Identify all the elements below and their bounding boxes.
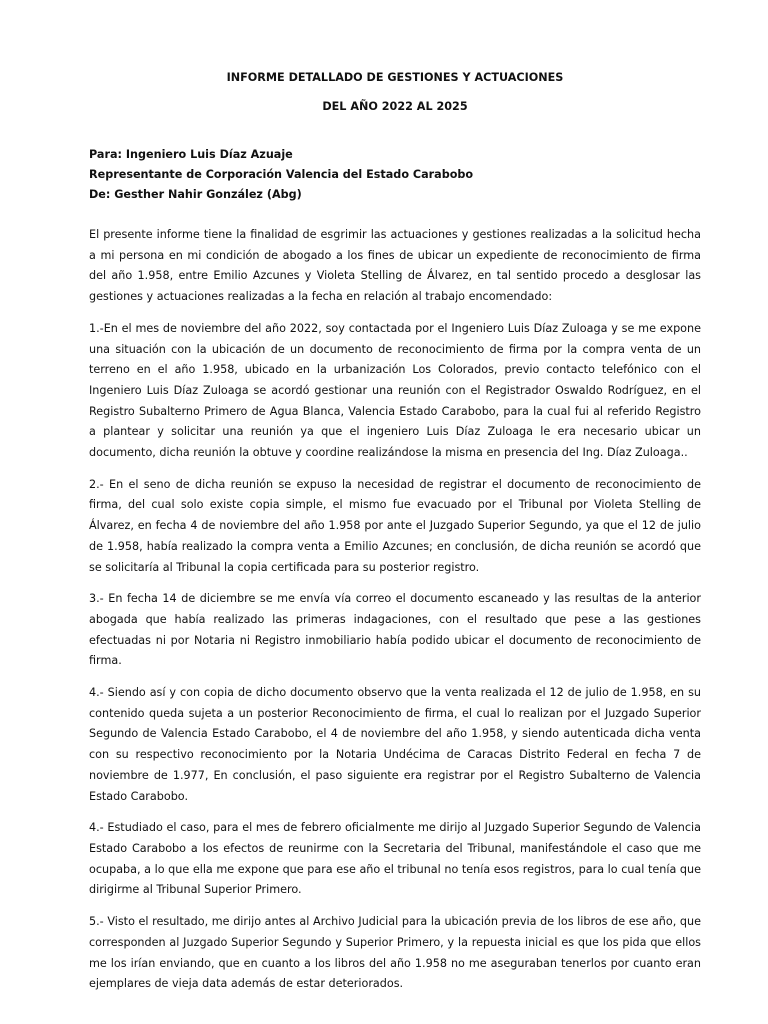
paragraph-4a: 4.- Siendo así y con copia de dicho documento observo que la venta realizada el 12 de julio de 1.958, en su contenido queda sujeta a un posterior Reconocimiento de firma, el cual lo realizan por el Juzgado Superior Segundo de Valencia Estado Carabobo, el 4 de noviembre del año 1.958, y siendo autenticada dicha venta con su respectivo reconocimiento por la Notaria Undécima de Caracas Distrito Federal en fecha 7 de noviembre de 1.977, En conclusión, el paso siguiente era registrar por el Registro Subalterno de Valencia Estado Carabobo. xyxy=(89,686,701,803)
report-body xyxy=(89,225,701,995)
paragraph-2: 2.- En el seno de dicha reunión se expuso la necesidad de registrar el documento de reconocimiento de firma, del cual solo existe copia simple, el mismo fue evacuado por el Tribunal por Violeta Stelling de Álvarez, en fecha 4 de noviembre del año 1.958 por ante el Juzgado Superior Segundo, ya que el 12 de julio de 1.958, había realizado la compra venta a Emilio Azcunes; en conclusión, de dicha reunión se acordó que se solicitaría al Tribunal la copia certificada para su posterior registro. xyxy=(89,477,701,574)
paragraph-5: 5.- Visto el resultado, me dirijo antes al Archivo Judicial para la ubicación previa de los libros de ese año, que corresponden al Juzgado Superior Segundo y Superior Primero, y la repuesta inicial es que los pida que ellos me los irían enviando, que en cuanto a los libros del año 1.958 no me aseguraban tenerlos por cuanto eran ejemplares de vieja data además de estar deteriorados. xyxy=(89,915,701,991)
document-page xyxy=(89,66,701,1006)
paragraph-3: 3.- En fecha 14 de diciembre se me envía vía correo el documento escaneado y las resultas de la anterior abogada que había realizado las primeras indagaciones, con el resultado que pese a las gestiones efectuadas ni por Notaria ni Registro inmobiliario había podido ubicar el documento de reconocimiento de firma. xyxy=(89,592,701,668)
paragraph-4b: 4.- Estudiado el caso, para el mes de febrero oficialmente me dirijo al Juzgado Superior Segundo de Valencia Estado Carabobo a los efectos de reunirme con la Secretaria del Tribunal, manifestándole el caso que me ocupaba, a lo que ella me expone que para ese año el tribunal no tenía esos registros, para lo cual tenía que dirigirme al Tribunal Superior Primero. xyxy=(89,821,701,897)
report-title: INFORME DETALLADO DE GESTIONES Y ACTUACIONES xyxy=(226,71,564,84)
report-period: DEL AÑO 2022 AL 2025 xyxy=(322,100,468,113)
addressee-de: De: Gesther Nahir González (Abg) xyxy=(89,188,302,201)
paragraph-1: 1.-En el mes de noviembre del año 2022, soy contactada por el Ingeniero Luis Díaz Zuloaga y se me expone una situación con la ubicación de un documento de reconocimiento de firma por la compra venta de un terreno en el año 1.958, ubicado en la urbanización Los Colorados, previo contacto telefónico con el Ingeniero Luis Díaz Zuloaga se acordó gestionar una reunión con el Registrador Oswaldo Rodríguez, en el Registro Subalterno Primero de Agua Blanca, Valencia Estado Carabobo, para la cual fui al referido Registro a plantear y solicitar una reunión ya que el ingeniero Luis Díaz Zuloaga le era necesario ubicar un documento, dicha reunión la obtuve y coordine realizándose la misma en presencia del Ing. Díaz Zuloaga.. xyxy=(89,321,701,460)
addressee-representante: Representante de Corporación Valencia del Estado Carabobo xyxy=(89,168,474,181)
addressee-para: Para: Ingeniero Luis Díaz Azuaje xyxy=(89,148,293,161)
intro-paragraph: El presente informe tiene la finalidad de esgrimir las actuaciones y gestiones realizadas a la solicitud hecha a mi persona en mi condición de abogado a los fines de ubicar un expediente de reconocimiento de firma del año 1.958, entre Emilio Azcunes y Violeta Stelling de Álvarez, en tal sentido procedo a desglosar las gestiones y actuaciones realizadas a la fecha en relación al trabajo encomendado: xyxy=(89,228,701,304)
addressee-block xyxy=(89,145,701,205)
